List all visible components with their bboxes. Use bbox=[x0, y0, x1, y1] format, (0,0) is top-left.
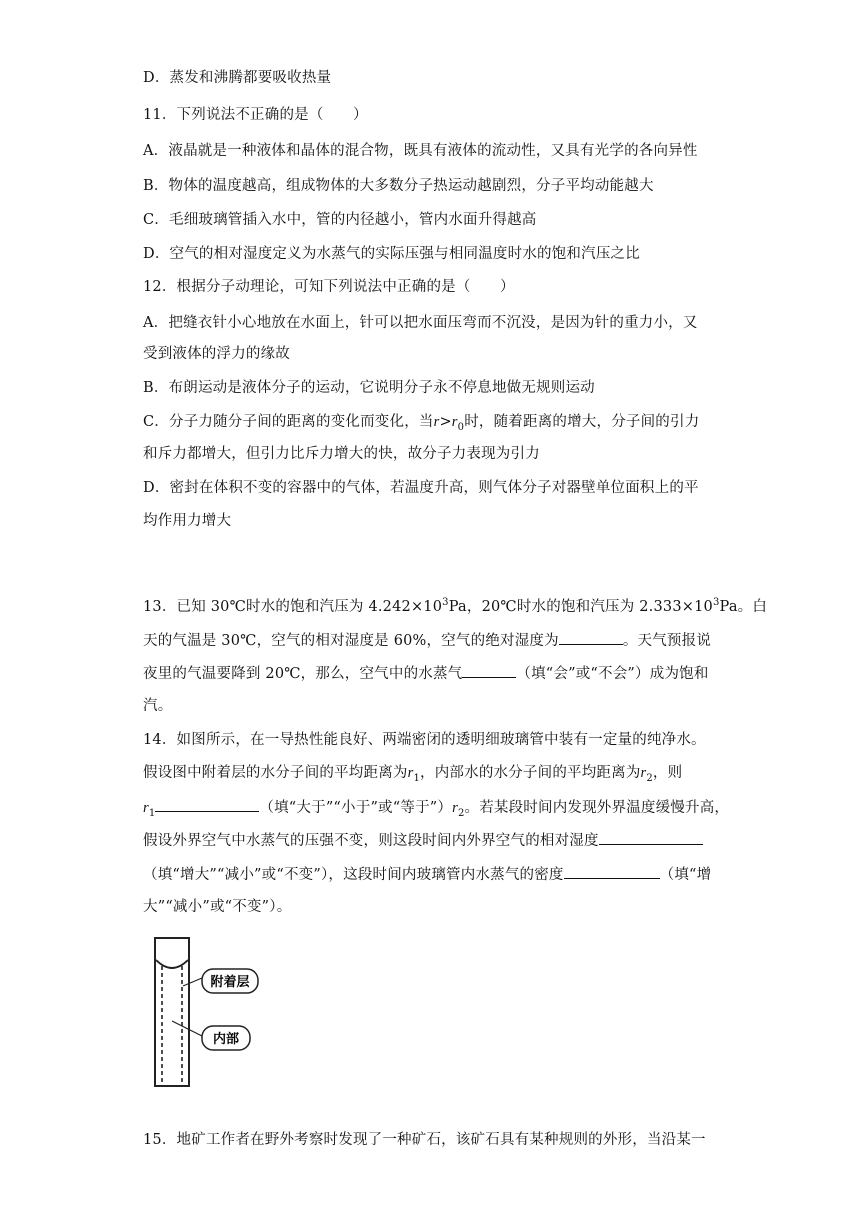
q12-option-c-line1 bbox=[143, 412, 699, 432]
q11-option-d: D．空气的相对湿度定义为水蒸气的实际压强与相同温度时水的饱和汽压之比 bbox=[143, 246, 640, 262]
q12-option-d-line1: D．密封在体积不变的容器中的气体，若温度升高，则气体分子对器壁单位面积上的平 bbox=[143, 480, 699, 496]
q13-text-b: Pa，20℃时水的饱和汽压为 2.333×10 bbox=[448, 599, 713, 615]
q12-stem: 12．根据分子动理论，可知下列说法中正确的是（ ） bbox=[143, 279, 515, 295]
interior-label: 内部 bbox=[212, 1032, 240, 1047]
answer-blank[interactable] bbox=[559, 630, 623, 645]
q14-line6: 大”“减小”或“不变”）。 bbox=[143, 899, 292, 915]
exponent: 3 bbox=[712, 597, 720, 609]
q12-option-b: B．布朗运动是液体分子的运动，它说明分子永不停息地做无规则运动 bbox=[143, 380, 595, 396]
subscript: 2 bbox=[457, 807, 465, 819]
q12-option-c-text-rest: 时，随着距离的增大，分子间的引力 bbox=[464, 414, 700, 430]
q13-text: 天的气温是 30℃，空气的相对湿度是 60%，空气的绝对湿度为 bbox=[143, 633, 559, 649]
q12-option-a-line2: 受到液体的浮力的缘故 bbox=[143, 346, 290, 362]
gt-symbol: > bbox=[439, 414, 452, 430]
adhesion-pointer bbox=[183, 978, 202, 986]
q13-text-c: Pa。白 bbox=[719, 599, 768, 615]
q12-option-c-text: C．分子力随分子间的距离的变化而变化，当 bbox=[143, 414, 434, 430]
q11-option-c: C．毛细玻璃管插入水中，管的内径越小，管内水面升得越高 bbox=[143, 212, 537, 228]
r-symbol: r bbox=[433, 414, 440, 430]
q13-text-a: 13．已知 30℃时水的饱和汽压为 4.242×10 bbox=[143, 599, 443, 615]
q11-option-a: A．液晶就是一种液体和晶体的混合物，既具有液体的流动性，又具有光学的各向异性 bbox=[143, 143, 698, 159]
q13-line4: 汽。 bbox=[143, 698, 173, 714]
q14-line1: 14．如图所示，在一导热性能良好、两端密闭的透明细玻璃管中装有一定量的纯净水。 bbox=[143, 732, 706, 748]
r-symbol: r bbox=[407, 765, 414, 781]
meniscus-curve bbox=[156, 960, 188, 968]
q14-text: ，则 bbox=[652, 765, 683, 781]
q14-text: 。若某段时间内发现外界温度缓慢升高， bbox=[464, 800, 730, 816]
q14-text: ，内部水的水分子间的平均距离为 bbox=[420, 765, 641, 781]
r-symbol: r bbox=[143, 800, 149, 816]
r0-subscript: 0 bbox=[457, 421, 465, 433]
q14-text: （填“增大”“减小”或“不变”），这段时间内玻璃管内水蒸气的密度 bbox=[143, 867, 564, 883]
q13-line3 bbox=[143, 663, 709, 684]
q12-option-a-line1: A．把缝衣针小心地放在水面上，针可以把水面压弯而不沉没，是因为针的重力小，又 bbox=[143, 315, 698, 331]
interior-pointer bbox=[172, 1021, 202, 1036]
q14-text: 假设外界空气中水蒸气的压强不变，则这段时间内外界空气的相对湿度 bbox=[143, 833, 599, 849]
q13-text: 。天气预报说 bbox=[622, 633, 712, 649]
subscript: 1 bbox=[413, 772, 421, 784]
glass-tube-figure bbox=[150, 936, 270, 1088]
q11-option-b: B．物体的温度越高，组成物体的大多数分子热运动越剧烈，分子平均动能越大 bbox=[143, 178, 654, 194]
q13-text: （填“会”或“不会”）成为饱和 bbox=[516, 666, 709, 682]
r0-symbol: r bbox=[451, 414, 458, 430]
q13-line1 bbox=[143, 597, 767, 617]
answer-blank[interactable] bbox=[155, 797, 259, 812]
q13-line2 bbox=[143, 630, 711, 651]
r-symbol: r bbox=[640, 765, 647, 781]
q14-line5 bbox=[143, 864, 711, 885]
q10-option-d: D．蒸发和沸腾都要吸收热量 bbox=[143, 70, 332, 86]
q14-line3 bbox=[143, 797, 729, 818]
answer-blank[interactable] bbox=[462, 663, 516, 678]
exponent: 3 bbox=[442, 597, 449, 609]
q12-option-d-line2: 均作用力增大 bbox=[143, 513, 232, 529]
q13-text: 夜里的气温要降到 20℃，那么，空气中的水蒸气 bbox=[143, 666, 463, 682]
answer-blank[interactable] bbox=[564, 864, 660, 879]
q14-text: （填“大于”“小于”或“等于”） bbox=[259, 800, 453, 816]
q11-stem: 11．下列说法不正确的是（ ） bbox=[143, 107, 368, 123]
adhesion-label: 附着层 bbox=[210, 975, 250, 990]
q14-text: 假设图中附着层的水分子间的平均距离为 bbox=[143, 765, 408, 781]
subscript: 1 bbox=[148, 807, 156, 819]
q14-line2 bbox=[143, 763, 682, 783]
q15-line1: 15．地矿工作者在野外考察时发现了一种矿石，该矿石具有某种规则的外形，当沿某一 bbox=[143, 1132, 706, 1148]
r-symbol: r bbox=[452, 800, 458, 816]
q12-option-c-line2: 和斥力都增大，但引力比斥力增大的快，故分子力表现为引力 bbox=[143, 446, 540, 462]
tube-outline bbox=[155, 938, 189, 1086]
answer-blank[interactable] bbox=[599, 830, 703, 845]
q14-line4 bbox=[143, 830, 703, 851]
q14-text: （填“增 bbox=[659, 867, 712, 883]
subscript: 2 bbox=[646, 772, 653, 784]
